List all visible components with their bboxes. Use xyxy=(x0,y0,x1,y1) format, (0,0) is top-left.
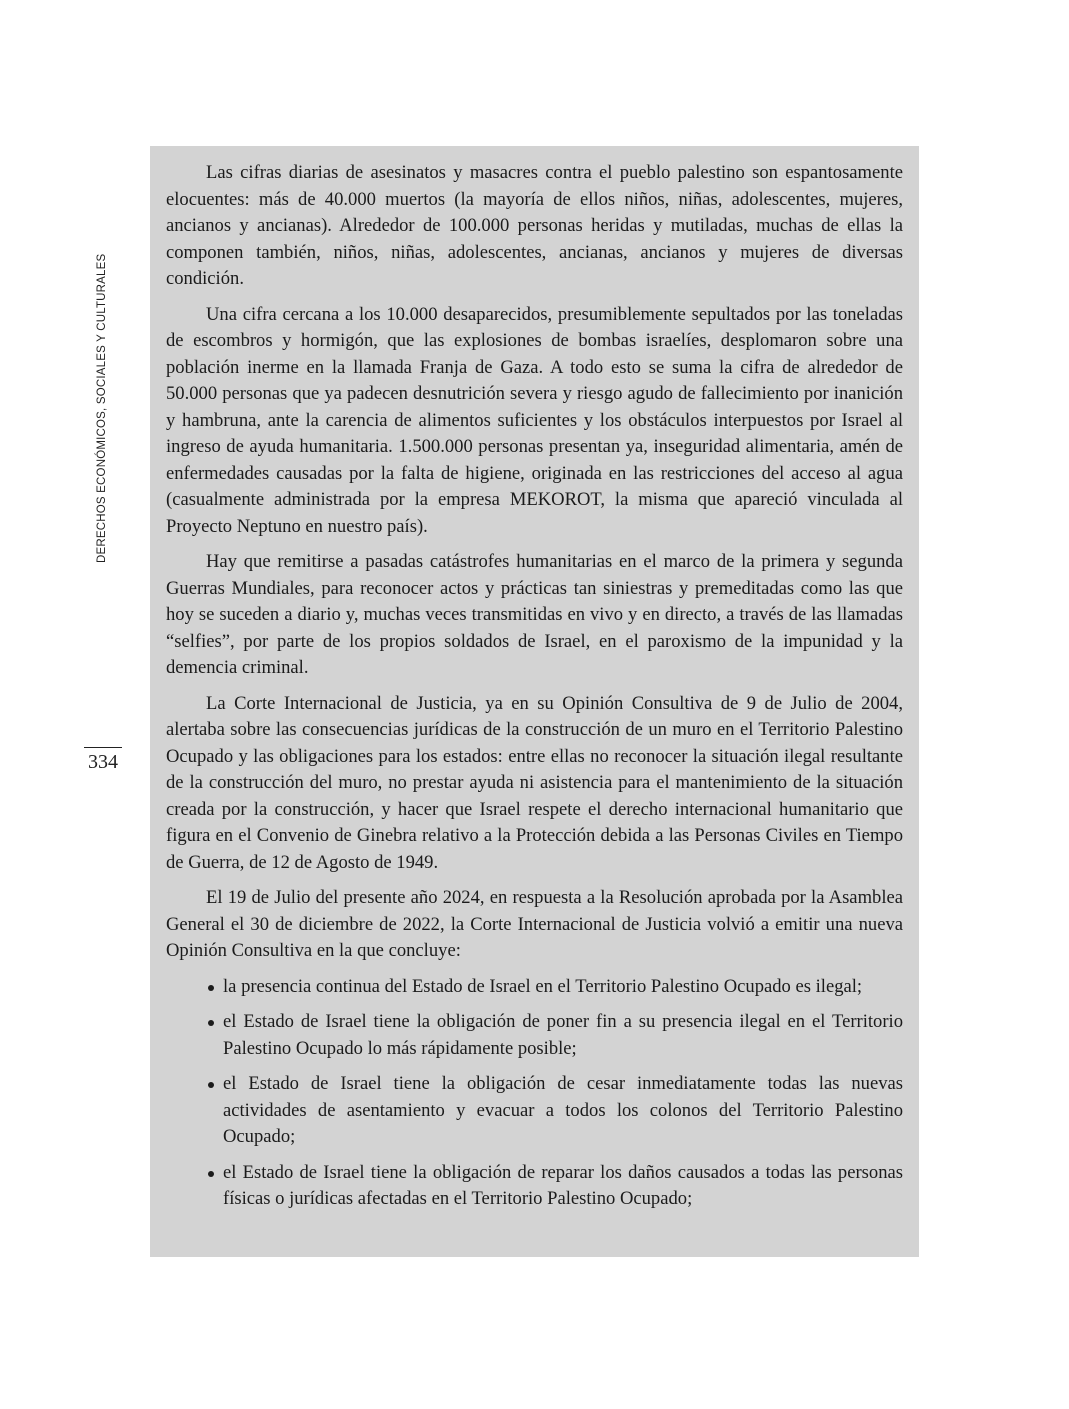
paragraph: Las cifras diarias de asesinatos y masacres contra el pueblo palestino son espantosamente elocuentes: más de 40.000 muertos (la mayoría de ellos niños, niñas, adolescentes, mujeres, ancianos y ancianas). Alrededor de 100.000 personas heridas y mutiladas, muchas de ellas la componen también, niños, niñas, adolescentes, ancianas, ancianos y mujeres de diversas condición. xyxy=(166,162,903,289)
paragraph: La Corte Internacional de Justicia, ya en su Opinión Consultiva de 9 de Julio de 2004, alertaba sobre las consecuencias jurídicas de la construcción de un muro en el Territorio Palestino Ocupado y las obligaciones para los estados: entre ellas no reconocer la situación ilegal resultante de la construcción del muro, no prestar ayuda ni asistencia para el mantenimiento de la situación creada por la construcción, y hacer que Israel respete el derecho internacional humanitario que figura en el Convenio de Ginebra relativo a la Protección debida a las Personas Civiles en Tiempo de Guerra, de 12 de Agosto de 1949. xyxy=(166,692,903,873)
list-item-text: la presencia continua del Estado de Israel en el Territorio Palestino Ocupado es ilegal; xyxy=(223,975,863,997)
bullet-icon xyxy=(208,1020,214,1026)
page-number: 334 xyxy=(88,751,118,773)
bullet-icon xyxy=(208,1082,214,1088)
list-item-text: el Estado de Israel tiene la obligación de poner fin a su presencia ilegal en el Territorio Palestino Ocupado lo más rápidamente posible; xyxy=(223,1011,903,1059)
list-item xyxy=(166,1160,903,1213)
list-item-text: el Estado de Israel tiene la obligación de cesar inmediatamente todas las nuevas actividades de asentamiento y evacuar a todos los colonos del Territorio Palestino Ocupado; xyxy=(223,1073,903,1147)
body-text xyxy=(166,160,903,1222)
bullet-icon xyxy=(208,985,214,991)
paragraph: Hay que remitirse a pasadas catástrofes humanitarias en el marco de la primera y segunda Guerras Mundiales, para reconocer actos y prácticas tan siniestras y premeditadas como las que hoy se suceden a diario y, muchas veces transmitidas en vivo y en directo, a través de las llamadas “selfies”, por parte de los propios soldados de Israel, en el paroxismo de la impunidad y la demencia criminal. xyxy=(166,551,903,678)
list-item xyxy=(166,974,903,1001)
bullet-icon xyxy=(208,1171,214,1177)
running-head: DERECHOS ECONÓMICOS, SOCIALES Y CULTURALES xyxy=(96,253,108,563)
list-item-text: el Estado de Israel tiene la obligación de reparar los daños causados a todas las personas físicas o jurídicas afectadas en el Territorio Palestino Ocupado; xyxy=(223,1161,903,1209)
paragraph: Una cifra cercana a los 10.000 desaparecidos, presumiblemente sepultados por las toneladas de escombros y hormigón, que las explosiones de bombas israelíes, desplomaron sobre una población inerme en la llamada Franja de Gaza. A todo esto se suma la cifra de alrededor de 50.000 personas que ya padecen desnutrición severa y riesgo agudo de fallecimiento por inanición y hambruna, ante la carencia de alimentos suficientes y los obstáculos interpuestos por Israel al ingreso de ayuda humanitaria. 1.500.000 personas presentan ya, inseguridad alimentaria, amén de enfermedades causadas por la falta de higiene, originada en las restricciones del acceso al agua (casualmente administrada por la empresa MEKOROT, la misma que apareció vinculada al Proyecto Neptuno en nuestro país). xyxy=(166,303,903,537)
conclusions-list xyxy=(166,974,903,1213)
folio-rule xyxy=(84,747,122,748)
paragraph: El 19 de Julio del presente año 2024, en respuesta a la Resolución aprobada por la Asamblea General el 30 de diciembre de 2022, la Corte Internacional de Justicia volvió a emitir una nueva Opinión Consultiva en la que concluye: xyxy=(166,887,903,961)
list-item xyxy=(166,1071,903,1151)
list-item xyxy=(166,1009,903,1062)
